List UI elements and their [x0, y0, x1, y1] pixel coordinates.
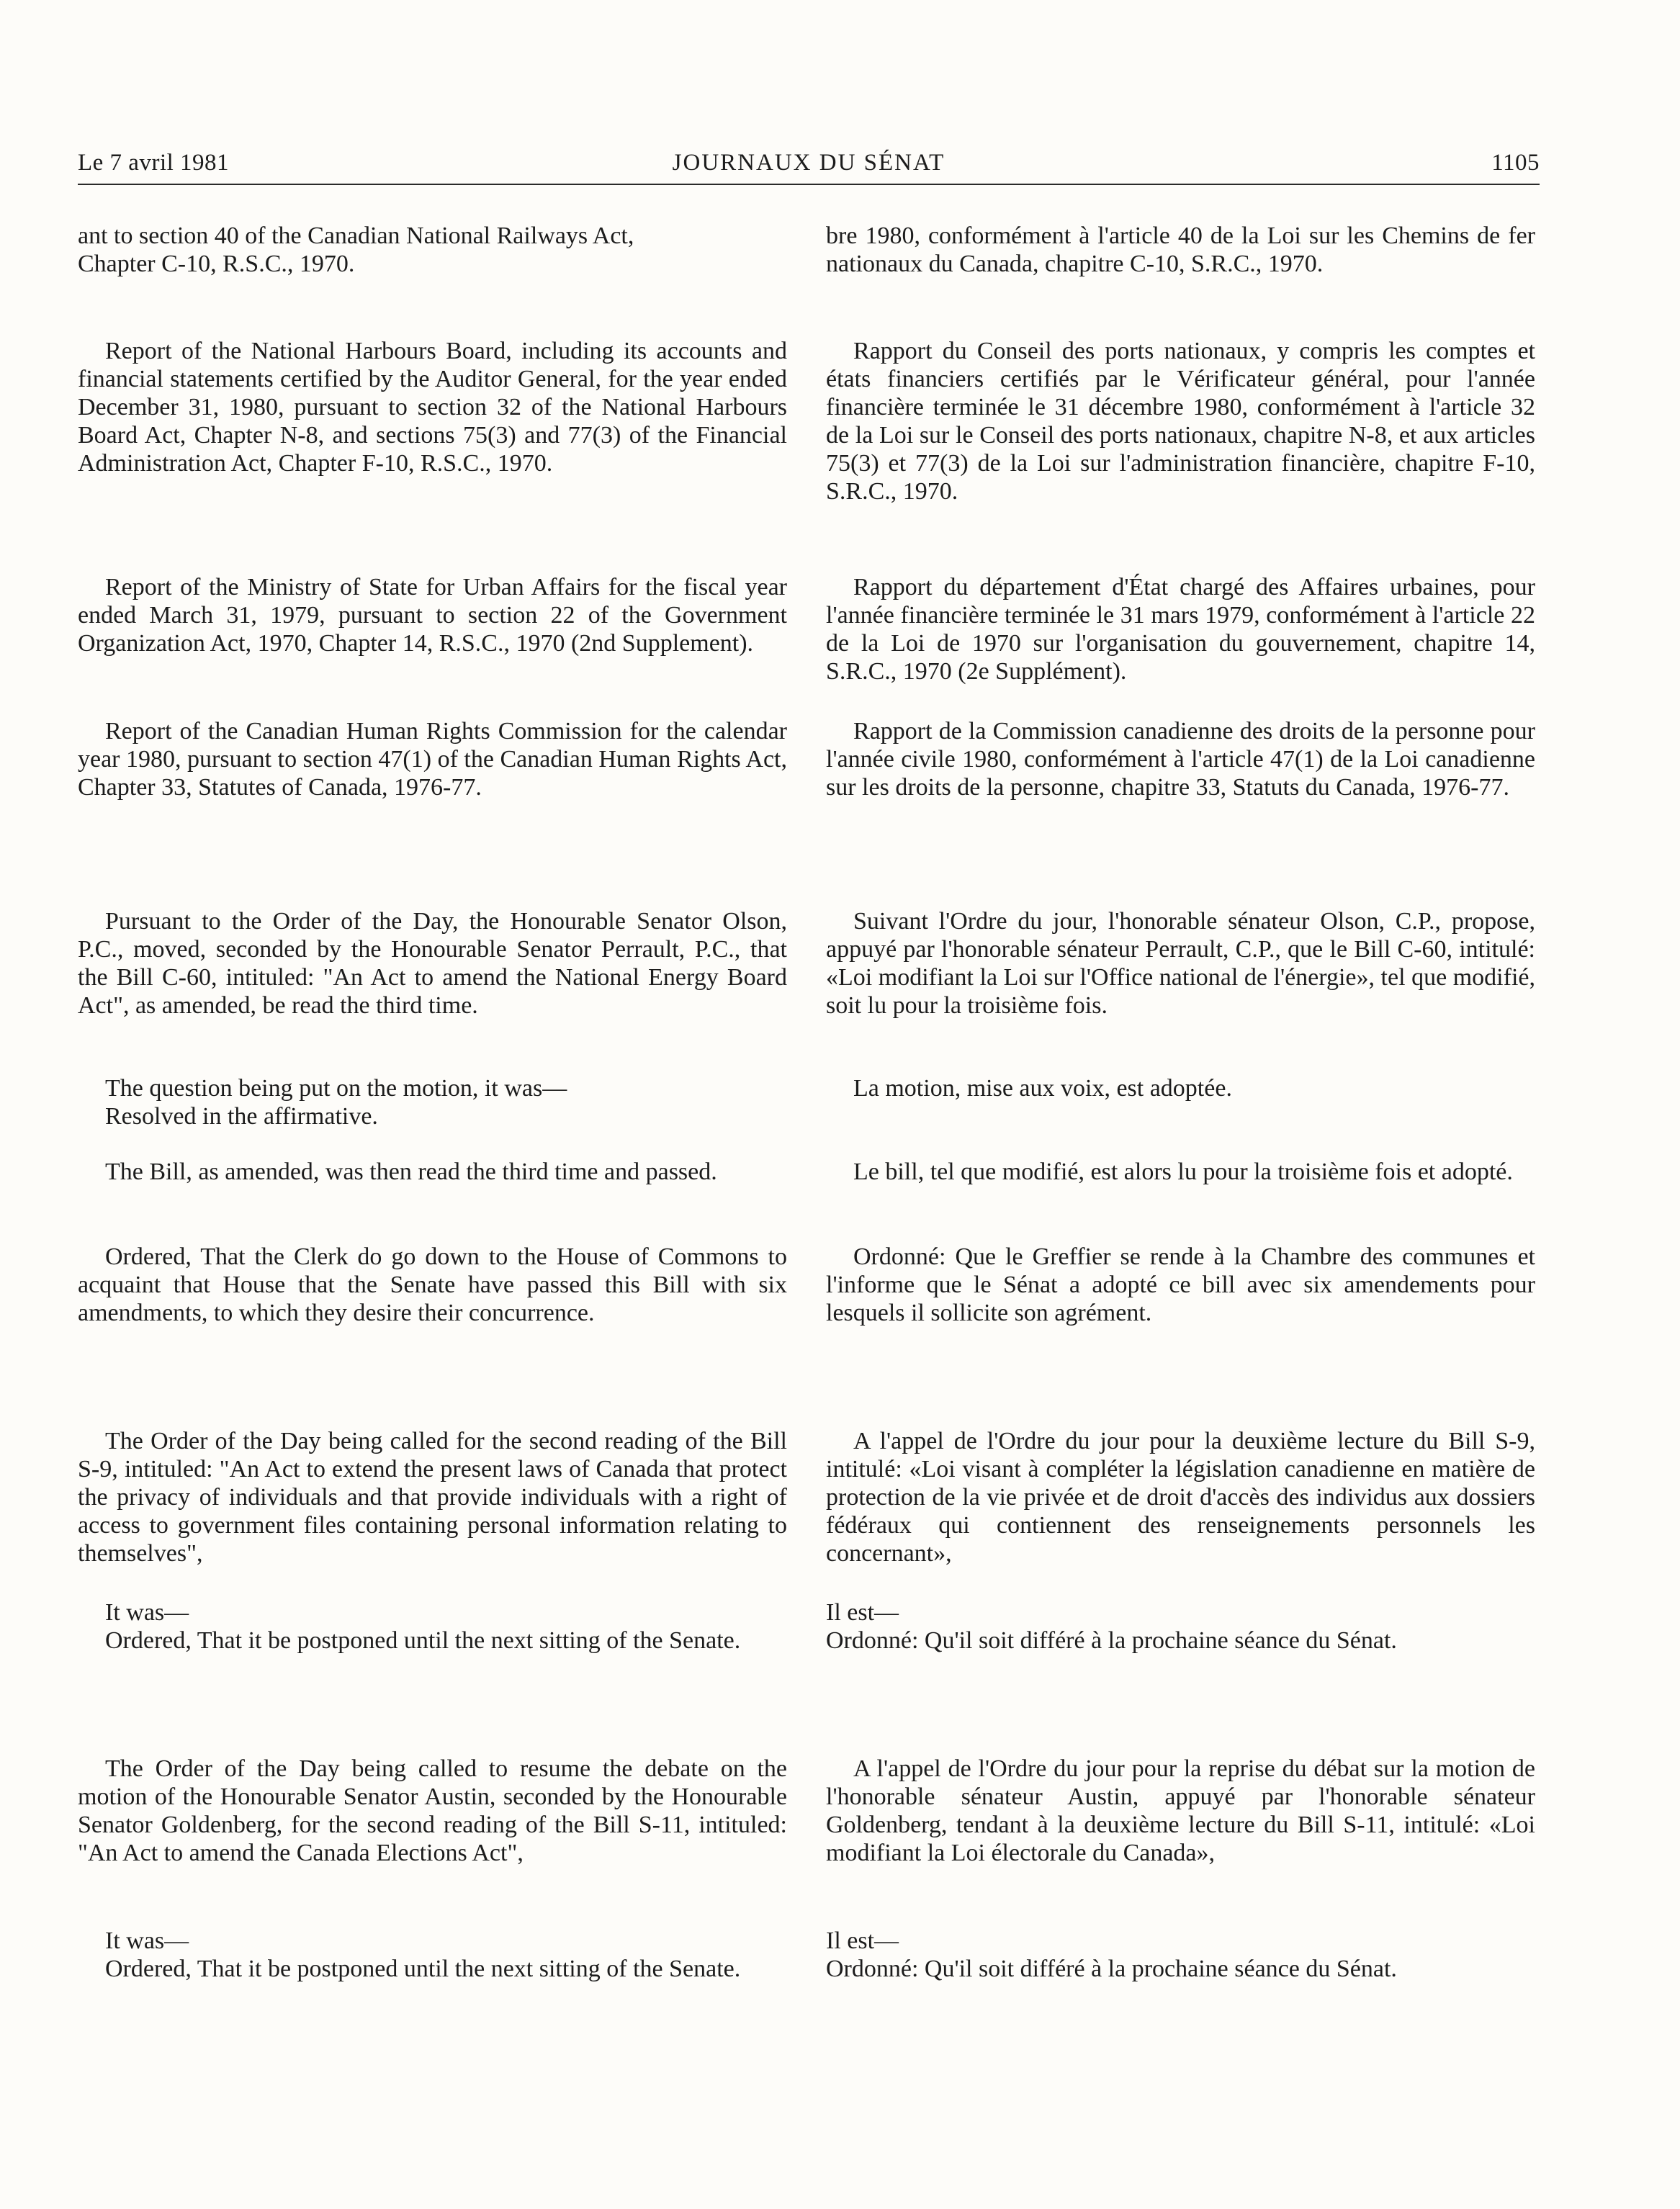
en-paragraph-bill-c60-motion: Pursuant to the Order of the Day, the Honourable Senator Olson, P.C., moved, seconded by the Honourable Senator Perrault, P.C., that the Bill C-60, intituled: "An Act to amend the National Energy Board Act", as amended, be read the third time.	[78, 908, 787, 1019]
en-paragraph-clerk-ordered: Ordered, That the Clerk do go down to the House of Commons to acquaint that House that the Senate have passed this Bill with six amendments, to which they desire their concurrence.	[78, 1243, 787, 1326]
fr-paragraph-motion-adopted: La motion, mise aux voix, est adoptée.	[853, 1075, 1232, 1102]
fr-paragraph-bill-s11: A l'appel de l'Ordre du jour pour la reprise du débat sur la motion de l'honorable sénateur Austin, appuyé par l'honorable sénateur Goldenberg, tendant à la deuxième lecture du Bill S-11, intitulé: «Loi modifiant la Loi électorale du Canada»,	[826, 1755, 1535, 1866]
en-paragraph-continuation: ant to section 40 of the Canadian National Railways Act, Chapter C-10, R.S.C., 1970.	[78, 222, 634, 277]
fr-paragraph-il-est-2: Il est—	[826, 1927, 899, 1954]
en-paragraph-question-put: The question being put on the motion, it was—	[105, 1075, 567, 1102]
fr-paragraph-harbours-report: Rapport du Conseil des ports nationaux, y compris les comptes et états financiers certifiés par le Vérificateur général, pour l'année financière terminée le 31 décembre 1980, conformément à l'article 32 de la Loi sur le Conseil des ports nationaux, chapitre N-8, et aux articles 75(3) et 77(3) de la Loi sur l'administration financière, chapitre F-10, S.R.C., 1970.	[826, 338, 1535, 505]
en-paragraph-it-was-2: It was—	[105, 1927, 189, 1954]
fr-paragraph-continuation: bre 1980, conformément à l'article 40 de la Loi sur les Chemins de fer nationaux du Canada, chapitre C-10, S.R.C., 1970.	[826, 222, 1535, 277]
fr-paragraph-clerk-ordered: Ordonné: Que le Greffier se rende à la Chambre des communes et l'informe que le Sénat a adopté ce bill avec six amendements pour lesquels il sollicite son agrément.	[826, 1243, 1535, 1326]
en-paragraph-bill-s9: The Order of the Day being called for the second reading of the Bill S-9, intituled: "An Act to extend the present laws of Canada that protect the privacy of individuals and that provide individuals with a right of access to government files containing personal information relating to themselves",	[78, 1428, 787, 1567]
en-paragraph-bill-s11: The Order of the Day being called to resume the debate on the motion of the Honourable Senator Austin, seconded by the Honourable Senator Goldenberg, for the second reading of the Bill S-11, intituled: "An Act to amend the Canada Elections Act",	[78, 1755, 787, 1866]
header-date: Le 7 avril 1981	[78, 150, 230, 176]
en-paragraph-harbours-report: Report of the National Harbours Board, including its accounts and financial statements certified by the Auditor General, for the year ended December 31, 1980, pursuant to section 32 of the National Harbours Board Act, Chapter N-8, and sections 75(3) and 77(3) of the Financial Administration Act, Chapter F-10, R.S.C., 1970.	[78, 338, 787, 477]
en-paragraph-human-rights-report: Report of the Canadian Human Rights Commission for the calendar year 1980, pursuant to section 47(1) of the Canadian Human Rights Act, Chapter 33, Statutes of Canada, 1976-77.	[78, 718, 787, 801]
en-paragraph-urban-affairs-report: Report of the Ministry of State for Urban Affairs for the fiscal year ended March 31, 1979, pursuant to section 22 of the Government Organization Act, 1970, Chapter 14, R.S.C., 1970 (2nd Supplement).	[78, 574, 787, 657]
page-number: 1105	[1491, 150, 1540, 176]
en-paragraph-postponed-2: Ordered, That it be postponed until the next sitting of the Senate.	[105, 1956, 741, 1982]
en-paragraph-third-reading: The Bill, as amended, was then read the third time and passed.	[105, 1159, 717, 1185]
page-header	[78, 150, 1540, 186]
fr-paragraph-urban-affairs-report: Rapport du département d'État chargé des Affaires urbaines, pour l'année financière terminée le 31 mars 1979, conformément à l'article 22 de la Loi de 1970 sur l'organisation du gouvernement, chapitre 14, S.R.C., 1970 (2e Supplément).	[826, 574, 1535, 685]
en-paragraph-it-was-1: It was—	[105, 1599, 189, 1626]
header-title: JOURNAUX DU SÉNAT	[672, 150, 945, 176]
fr-paragraph-human-rights-report: Rapport de la Commission canadienne des droits de la personne pour l'année civile 1980, conformément à l'article 47(1) de la Loi canadienne sur les droits de la personne, chapitre 33, Statuts du Canada, 1976-77.	[826, 718, 1535, 801]
header-rule	[78, 184, 1540, 185]
fr-paragraph-il-est-1: Il est—	[826, 1599, 899, 1626]
fr-paragraph-postponed-1: Ordonné: Qu'il soit différé à la prochaine séance du Sénat.	[826, 1627, 1397, 1654]
fr-paragraph-postponed-2: Ordonné: Qu'il soit différé à la prochaine séance du Sénat.	[826, 1956, 1397, 1982]
en-paragraph-postponed-1: Ordered, That it be postponed until the next sitting of the Senate.	[105, 1627, 741, 1654]
en-paragraph-resolved: Resolved in the affirmative.	[105, 1103, 378, 1130]
fr-paragraph-bill-s9: A l'appel de l'Ordre du jour pour la deuxième lecture du Bill S-9, intitulé: «Loi visant à compléter la législation canadienne en matière de protection de la vie privée et de droit d'accès des individus aux dossiers fédéraux qui contiennent des renseignements personnels les concernant»,	[826, 1428, 1535, 1567]
fr-paragraph-third-reading: Le bill, tel que modifié, est alors lu pour la troisième fois et adopté.	[853, 1159, 1513, 1185]
fr-paragraph-bill-c60-motion: Suivant l'Ordre du jour, l'honorable sénateur Olson, C.P., propose, appuyé par l'honorable sénateur Perrault, C.P., que le Bill C-60, intitulé: «Loi modifiant la Loi sur l'Office national de l'énergie», tel que modifié, soit lu pour la troisième fois.	[826, 908, 1535, 1019]
